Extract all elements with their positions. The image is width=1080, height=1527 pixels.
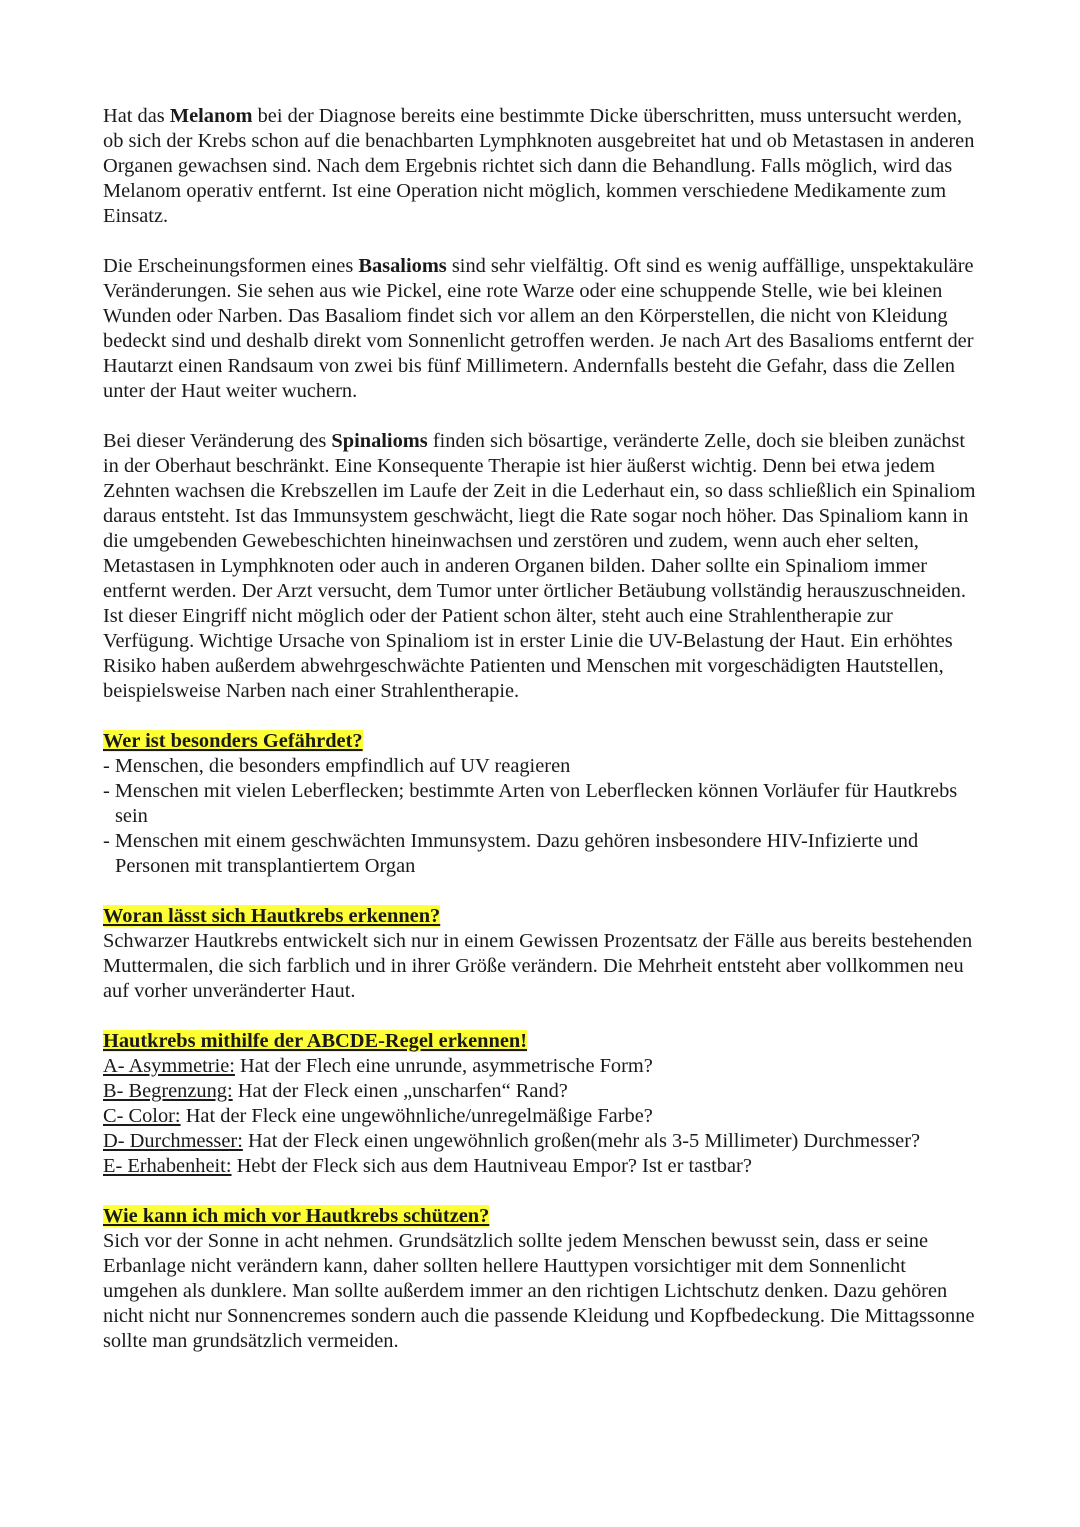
spinaliom-term: Spinalioms bbox=[331, 430, 428, 452]
protect-section bbox=[103, 1204, 983, 1354]
rule-label: B- Begrenzung: bbox=[103, 1080, 233, 1102]
rule-label: C- Color: bbox=[103, 1105, 181, 1127]
abcde-rule-b bbox=[103, 1079, 983, 1104]
basaliom-term: Basalioms bbox=[358, 255, 447, 277]
rule-label: D- Durchmesser: bbox=[103, 1130, 243, 1152]
risk-section bbox=[103, 729, 983, 879]
abcde-section bbox=[103, 1029, 983, 1179]
protect-heading: Wie kann ich mich vor Hautkrebs schützen? bbox=[103, 1205, 490, 1227]
basaliom-text-post: sind sehr vielfältig. Oft sind es wenig auffällige, unspektakuläre Veränderungen. Sie sehen aus wie Pickel, eine rote Warze oder eine schuppende Stelle, wie bei kleinen Wunden oder Narben. Das Basaliom findet sich vor allem an den Körperstellen, die nicht von Kleidung bedeckt sind und deshalb direkt vom Sonnenlicht getroffen werden. Je nach Art des Basalioms entfernt der Hautarzt einen Randsaum von zwei bis fünf Millimetern. Andernfalls besteht die Gefahr, dass die Zellen unter der Haut weiter wuchern. bbox=[103, 255, 974, 402]
melanom-text-pre: Hat das bbox=[103, 105, 170, 127]
spinaliom-paragraph bbox=[103, 429, 983, 704]
abcde-rule-c bbox=[103, 1104, 983, 1129]
protect-text: Sich vor der Sonne in acht nehmen. Grundsätzlich sollte jedem Menschen bewusst sein, dass er seine Erbanlage nicht verändern kann, daher sollten hellere Hauttypen vorsichtiger mit dem Sonnenlicht umgehen als dunklere. Man sollte außerdem immer an den richtigen Lichtschutz denken. Dazu gehören nicht nicht nur Sonnencremes sondern auch die passende Kleidung und Kopfbedeckung. Die Mittagssonne sollte man grundsätzlich vermeiden. bbox=[103, 1230, 975, 1352]
abcde-rule-d bbox=[103, 1129, 983, 1154]
spinaliom-text-post: finden sich bösartige, veränderte Zelle, doch sie bleiben zunächst in der Oberhaut beschränkt. Eine Konsequente Therapie ist hier äußerst wichtig. Denn bei etwa jedem Zehnten wachsen die Krebszellen im Laufe der Zeit in die Lederhaut ein, so dass schließlich ein Spinaliom daraus entsteht. Ist das Immunsystem geschwächt, liegt die Rate sogar noch höher. Das Spinaliom kann in die umgebenden Gewebeschichten hineinwachsen und zerstören und zudem, wenn auch eher selten, Metastasen in Lymphknoten oder auch in anderen Organen bilden. Daher sollte ein Spinaliom immer entfernt werden. Der Arzt versucht, dem Tumor unter örtlicher Betäubung vollständig herauszuschneiden. Ist dieser Eingriff nicht möglich oder der Patient schon älter, steht auch eine Strahlentherapie zur Verfügung. Wichtige Ursache von Spinaliom ist in erster Linie die UV-Belastung der Haut. Ein erhöhtes Risiko haben außerdem abwehrgeschwächte Patienten und Menschen mit vorgeschädigten Hautstellen, beispielsweise Narben nach einer Strahlentherapie. bbox=[103, 430, 976, 702]
document-page bbox=[103, 104, 983, 1354]
basaliom-paragraph bbox=[103, 254, 983, 404]
rule-text: Hat der Flech eine unrunde, asymmetrische Form? bbox=[234, 1055, 653, 1077]
rule-label: A- Asymmetrie: bbox=[103, 1055, 235, 1077]
risk-heading: Wer ist besonders Gefährdet? bbox=[103, 730, 363, 752]
melanom-term: Melanom bbox=[169, 105, 253, 127]
list-item: - Menschen mit vielen Leberflecken; bestimmte Arten von Leberflecken können Vorläufer für Hautkrebs sein bbox=[103, 780, 958, 827]
rule-text: Hat der Fleck einen „unscharfen“ Rand? bbox=[232, 1080, 568, 1102]
rule-text: Hat der Fleck einen ungewöhnlich großen(mehr als 3-5 Millimeter) Durchmesser? bbox=[242, 1130, 921, 1152]
recognize-heading: Woran lässt sich Hautkrebs erkennen? bbox=[103, 905, 441, 927]
risk-list bbox=[103, 754, 983, 879]
melanom-paragraph bbox=[103, 104, 983, 229]
rule-text: Hat der Fleck eine ungewöhnliche/unregelmäßige Farbe? bbox=[180, 1105, 653, 1127]
melanom-text-post: bei der Diagnose bereits eine bestimmte Dicke überschritten, muss untersucht werden, ob sich der Krebs schon auf die benachbarten Lymphknoten ausgebreitet hat und ob Metastasen in anderen Organen gewachsen sind. Nach dem Ergebnis richtet sich dann die Behandlung. Falls möglich, wird das Melanom operativ entfernt. Ist eine Operation nicht möglich, kommen verschiedene Medikamente zum Einsatz. bbox=[103, 105, 975, 227]
basaliom-text-pre: Die Erscheinungsformen eines bbox=[103, 255, 359, 277]
abcde-rule-a bbox=[103, 1054, 983, 1079]
rule-label: E- Erhabenheit: bbox=[103, 1155, 232, 1177]
rule-text: Hebt der Fleck sich aus dem Hautniveau Empor? Ist er tastbar? bbox=[231, 1155, 752, 1177]
abcde-rule-e bbox=[103, 1154, 983, 1179]
recognize-text: Schwarzer Hautkrebs entwickelt sich nur in einem Gewissen Prozentsatz der Fälle aus bereits bestehenden Muttermalen, die sich farblich und in ihrer Größe verändern. Die Mehrheit entsteht aber vollkommen neu auf vorher unveränderter Haut. bbox=[103, 930, 973, 1002]
spinaliom-text-pre: Bei dieser Veränderung des bbox=[103, 430, 332, 452]
list-item: - Menschen, die besonders empfindlich auf UV reagieren bbox=[103, 755, 571, 777]
abcde-heading: Hautkrebs mithilfe der ABCDE-Regel erkennen! bbox=[103, 1030, 528, 1052]
recognize-section bbox=[103, 904, 983, 1004]
list-item: - Menschen mit einem geschwächten Immunsystem. Dazu gehören insbesondere HIV-Infizierte und Personen mit transplantiertem Organ bbox=[103, 830, 919, 877]
